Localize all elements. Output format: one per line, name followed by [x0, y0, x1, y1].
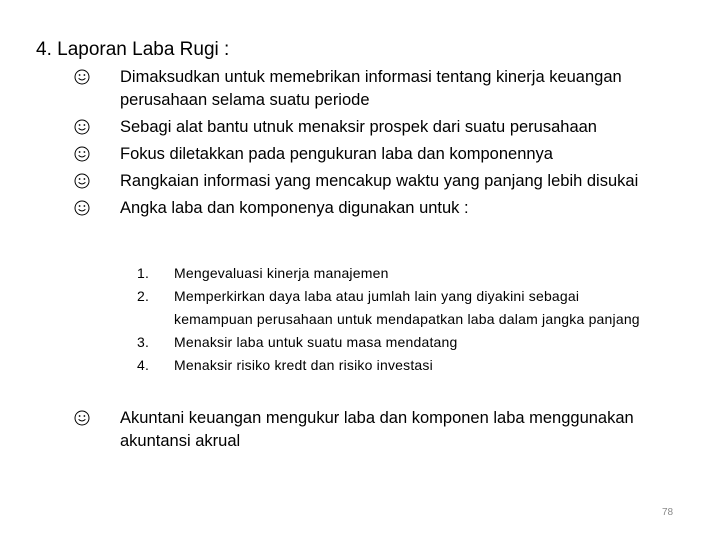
sublist-number: 1.: [137, 265, 150, 281]
smiley-icon: [74, 173, 90, 189]
sublist-number: 2.: [137, 288, 150, 304]
sublist-text: Mengevaluasi kinerja manajemen: [174, 265, 389, 281]
bullet-text: Akuntani keuangan mengukur laba dan komponen laba menggunakan akuntansi akrual: [120, 409, 634, 450]
bullet-text: Sebagi alat bantu utnuk menaksir prospek dari suatu perusahaan: [120, 118, 597, 136]
sublist-text: Menaksir risiko kredt dan risiko investasi: [174, 357, 433, 373]
sublist-item: [0, 285, 644, 331]
bullet-item: [0, 143, 660, 166]
bullet-item: [0, 407, 660, 453]
bullet-text: Rangkaian informasi yang mencakup waktu yang panjang lebih disukai: [120, 172, 639, 190]
smiley-icon: [74, 200, 90, 216]
sublist-number: 3.: [137, 334, 150, 350]
sublist-item: [0, 331, 644, 354]
bullet-item: [0, 170, 660, 193]
sublist-item: [0, 262, 644, 285]
smiley-icon: [74, 410, 90, 426]
page-number: 78: [662, 507, 674, 518]
sublist-number: 4.: [137, 357, 150, 373]
bullet-text: Dimaksudkan untuk memebrikan informasi tentang kinerja keuangan perusahaan selama suatu periode: [120, 68, 622, 109]
bullet-item: [0, 197, 660, 220]
bullet-text: Angka laba dan komponenya digunakan untuk :: [120, 199, 469, 217]
numbered-sublist: [0, 262, 720, 377]
sublist-text: Memperkirkan daya laba atau jumlah lain yang diyakini sebagai kemampuan perusahaan untuk mendapatkan laba dalam jangka panjang: [174, 288, 640, 327]
bullet-list: [0, 66, 720, 224]
sublist-text: Menaksir laba untuk suatu masa mendatang: [174, 334, 458, 350]
sublist-item: [0, 354, 644, 377]
bullet-item: [0, 66, 660, 112]
bullet-item: [0, 116, 660, 139]
smiley-icon: [74, 69, 90, 85]
smiley-icon: [74, 146, 90, 162]
bullet-text: Fokus diletakkan pada pengukuran laba dan komponennya: [120, 145, 553, 163]
slide-title: 4. Laporan Laba Rugi :: [36, 39, 230, 60]
smiley-icon: [74, 119, 90, 135]
